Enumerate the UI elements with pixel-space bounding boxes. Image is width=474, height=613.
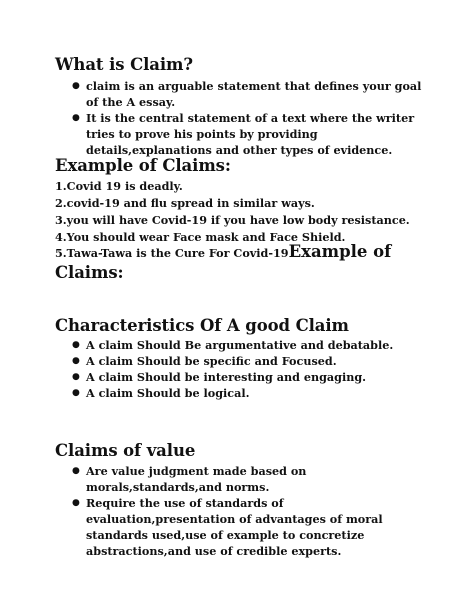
value-bullet-2-line-3: standards used,use of example to concretize [86,528,365,542]
value-bullet-1-line-2: morals,standards,and norms. [86,480,270,494]
inline-heading-example-of: Example of [288,242,392,261]
characteristic-1: A claim Should Be argumentative and debatable. [86,338,394,352]
characteristic-2: A claim Should be specific and Focused. [86,354,337,368]
bullet-dot-icon: ● [72,81,80,91]
claim-bullet-1-line-2: of the A essay. [86,95,176,109]
heading-example-of-claims: Example of Claims: [55,156,231,175]
example-item-4: 4.You should wear Face mask and Face Shield. [55,230,346,244]
claim-bullet-2-line-2: tries to prove his points by providing [86,127,318,141]
example-item-1: 1.Covid 19 is deadly. [55,179,183,193]
claim-bullet-2-line-3: details,explanations and other types of evidence. [86,143,393,157]
bullet-dot-icon: ● [72,498,80,508]
value-bullet-2-line-1: Require the use of standards of [86,496,284,510]
heading-characteristics: Characteristics Of A good Claim [55,316,349,335]
value-bullet-1-line-1: Are value judgment made based on [86,464,307,478]
bullet-dot-icon: ● [72,113,80,123]
characteristic-3: A claim Should be interesting and engaging. [86,370,367,384]
example-item-5: 5.Tawa-Tawa is the Cure For Covid-19 [55,246,289,260]
heading-claims-of-value: Claims of value [55,441,196,460]
bullet-dot-icon: ● [72,388,80,398]
example-item-5-line [55,244,391,261]
inline-heading-claims: Claims: [55,263,124,282]
example-item-2: 2.covid-19 and flu spread in similar ways. [55,196,315,210]
claim-bullet-1-line-1: claim is an arguable statement that defines your goal [86,79,422,93]
bullet-dot-icon: ● [72,340,80,350]
example-item-3: 3.you will have Covid-19 if you have low body resistance. [55,213,410,227]
value-bullet-2-line-4: abstractions,and use of credible experts. [86,544,342,558]
value-bullet-2-line-2: evaluation,presentation of advantages of moral [86,512,383,526]
bullet-dot-icon: ● [72,372,80,382]
bullet-dot-icon: ● [72,466,80,476]
claim-bullet-2-line-1: It is the central statement of a text where the writer [86,111,415,125]
bullet-dot-icon: ● [72,356,80,366]
characteristic-4: A claim Should be logical. [86,386,250,400]
heading-what-is-claim: What is Claim? [55,55,193,74]
